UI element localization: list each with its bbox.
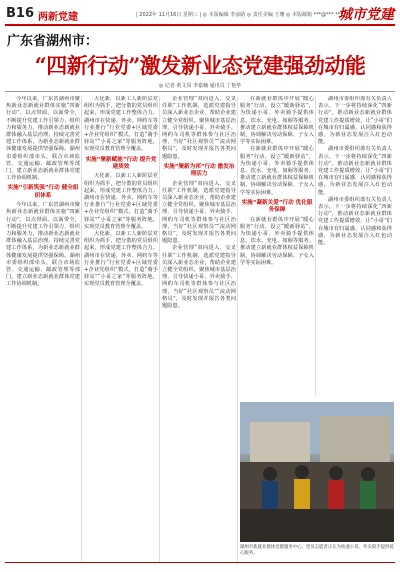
page-number: B16: [6, 6, 34, 21]
issue-meta: | 2022年 11月16日 星期三 | ◎ 本版编辑 李前路 ◎ 责任美编 王珊 ◎ 本版邮箱 ***@***.***: [136, 12, 343, 18]
page-header: [0, 0, 400, 26]
byline-rule: [5, 91, 395, 92]
column-divider: [315, 96, 316, 396]
column-text: 大化新，以新工人新阶层党组织为抓手，把分散的党员组织起来，形成党建工作整体合力。湖州市在快递、外卖、网约车等行业推行“行业党委+区域党委+企业党组织”模式，打造“骑手驿站”“小哥之家”等服务阵地，实现党员教育管理全覆盖。: [84, 173, 158, 230]
article-column-1: [6, 96, 80, 562]
column-divider: [159, 96, 160, 562]
section-name: 两新党建: [38, 12, 78, 23]
column-text: 企业管理“双向进入、交叉任职”工作机制，选派党建指导员深入新业态企业，帮助企业建立健全党组织。聚焦城市基层治理，引导快递小哥、外卖骑手、网约车司机等群体参与社区治理，当好“社区观察员”“流动网格员”，及时发现并报告各类问题隐患。: [162, 96, 236, 160]
article-byline: ◎ 记者 黄文岗 李嘉楠 通讯员 丁艳华: [158, 83, 242, 89]
column-text: 湖州市委组织部有关负责人表示，下一步将持续深化“四新行动”，推动新业态新就业群体党建工作提质增效，让“小哥”们在城市有归属感、认同感和获得感，为新业态发展注入红色动能。: [318, 96, 392, 146]
column-text: 湖州市委组织部有关负责人表示，下一步将持续深化“四新行动”，推动新业态新就业群体党建工作提质增效，让“小哥”们在城市有归属感、认同感和获得感，为新业态发展注入红色动能。: [318, 196, 392, 247]
column-text: 今年以来，广东省湖州市聚焦新业态新就业群体实施“四新行动”，以点带面、以面带全，不断提升党建工作引领力、组织力和服务力，推动新业态新就业群体融入基层治理，持续完善党建工作体系，为新业态新就业群体健康发展提供坚强保障。湖州市委组织部牵头，联合市场监管、交通运输、邮政管理等部门，建立新业态新就业群体党建工作协调机制。: [6, 202, 80, 288]
article-column-5: [318, 96, 392, 396]
news-photo: [240, 402, 394, 542]
subheading-3: 实施“聚新为邦”行动 激发治理活力: [163, 163, 235, 178]
article-column-3: [162, 96, 236, 562]
column-text: 湖州市委组织部有关负责人表示，下一步将持续深化“四新行动”，推动新业态新就业群体党建工作提质增效，让“小哥”们在城市有归属感、认同感和获得感，为新业态发展注入红色动能。: [318, 146, 392, 196]
footer-rule: [5, 562, 395, 563]
column-text: 在新就业群体中开展“暖心服务”行动，设立“暖新驿站”，为快递小哥、外卖骑手提供休息、饮水、充电、如厕等服务。推动建立新就业群体权益保障机制，协调解决劳动保障、子女入学等实际困难。: [240, 146, 314, 196]
subheading-1: 实施“引新筑强”行动 健全组织体系: [7, 185, 79, 199]
column-text: 今年以来，广东省湖州市聚焦新业态新就业群体实施“四新行动”，以点带面、以面带全，不断提升党建工作引领力、组织力和服务力，推动新业态新就业群体融入基层治理，持续完善党建工作体系，为新业态新就业群体健康发展提供坚强保障。湖州市委组织部牵头，联合市场监管、交通运输、邮政管理等部门，建立新业态新就业群体党建工作协调机制。: [6, 96, 80, 182]
article-headline: “四新行动”激发新业态党建强劲动能: [34, 53, 366, 78]
column-text: 在新就业群体中开展“暖心服务”行动，设立“暖新驿站”，为快递小哥、外卖骑手提供休息、饮水、充电、如厕等服务。推动建立新就业群体权益保障机制，协调解决劳动保障、子女入学等实际困难。: [240, 96, 314, 146]
column-text: 企业管理“双向进入、交叉任职”工作机制，选派党建指导员深入新业态企业，帮助企业建立健全党组织。聚焦城市基层治理，引导快递小哥、外卖骑手、网约车司机等群体参与社区治理，当好“社区观察员”“流动网格员”，及时发现并报告各类问题隐患。: [162, 245, 236, 310]
subheading-2: 实施“聚新赋能”行动 提升党建质效: [85, 156, 157, 171]
article-kicker: 广东省湖州市：: [7, 34, 99, 49]
header-rule: [5, 24, 395, 26]
photo-scene: [240, 402, 394, 542]
column-text: 在新就业群体中开展“暖心服务”行动，设立“暖新驿站”，为快递小哥、外卖骑手提供休息、饮水、充电、如厕等服务。推动建立新就业群体权益保障机制，协调解决劳动保障、子女入学等实际困难。: [240, 216, 314, 266]
column-text: 企业管理“双向进入、交叉任职”工作机制，选派党建指导员深入新业态企业，帮助企业建立健全党组织。聚焦城市基层治理，引导快递小哥、外卖骑手、网约车司机等群体参与社区治理，当好“社区观察员”“流动网格员”，及时发现并报告各类问题隐患。: [162, 180, 236, 245]
column-divider: [81, 96, 82, 562]
column-divider: [237, 96, 238, 562]
photo-caption: 湖州市新就业群体党群服务中心，党员志愿者正在为快递小哥、外卖骑手提供爱心服务。: [240, 545, 394, 556]
column-text: 大化新，以新工人新阶层党组织为抓手，把分散的党员组织起来，形成党建工作整体合力。湖州市在快递、外卖、网约车等行业推行“行业党委+区域党委+企业党组织”模式，打造“骑手驿站”“小哥之家”等服务阵地，实现党员教育管理全覆盖。: [84, 96, 158, 153]
article-column-4: [240, 96, 314, 396]
article-column-2: [84, 96, 158, 562]
masthead-logo: 城市党建: [338, 7, 394, 23]
column-text: 大化新，以新工人新阶层党组织为抓手，把分散的党员组织起来，形成党建工作整体合力。湖州市在快递、外卖、网约车等行业推行“行业党委+区域党委+企业党组织”模式，打造“骑手驿站”“小哥之家”等服务阵地，实现党员教育管理全覆盖。: [84, 231, 158, 288]
subheading-4: 实施“凝新关爱”行动 优化服务保障: [241, 199, 313, 214]
